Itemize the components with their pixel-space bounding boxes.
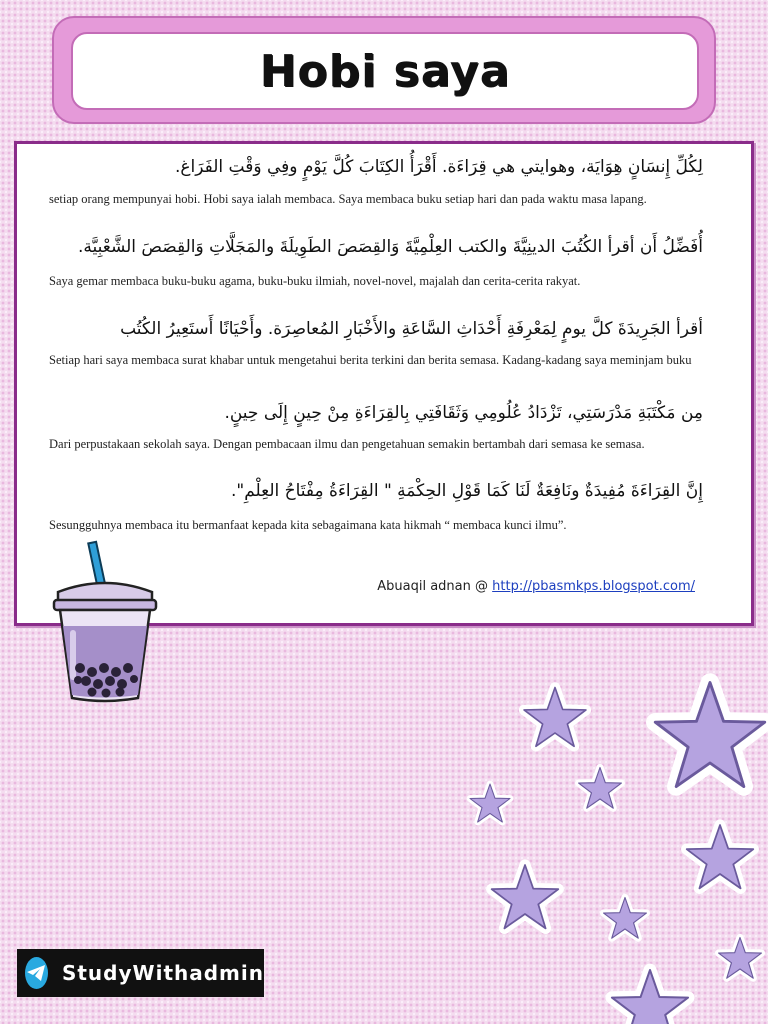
malay-translation-4: Dari perpustakaan sekolah saya. Dengan pembacaan ilmu dan pengetahuan semakin bertambah dari semasa ke semasa. — [49, 437, 645, 451]
stars-decoration — [440, 660, 768, 1024]
badge-label: StudyWithadmin — [61, 961, 264, 985]
malay-translation-3: Setiap hari saya membaca surat khabar untuk mengetahui berita terkini dan berita semasa. Kadang-kadang saya meminjam buku — [49, 353, 692, 367]
title-box — [71, 32, 699, 110]
page-title: Hobi saya — [259, 45, 511, 97]
studywithadmin-badge[interactable] — [17, 949, 264, 997]
credit-line — [377, 579, 695, 594]
malay-translation-1: setiap orang mempunyai hobi. Hobi saya ialah membaca. Saya membaca buku setiap hari dan pada waktu masa lapang. — [49, 192, 647, 206]
telegram-icon — [25, 957, 48, 989]
malay-translation-5: Sesungguhnya membaca itu bermanfaat kepada kita sebagaimana kata hikmah “ membaca kunci ilmu”. — [49, 518, 567, 532]
arabic-line-2: أُفَضِّلُ أَن أقرأ الكُتُبَ الدينِيَّةَ والكتب العِلْمِيَّةَ وَالقِصَصَ الطَوِيلَةَ والمَجَلَّاتِ وَالقِصَصَ الشَّعْبِيَّة. — [77, 237, 703, 257]
malay-translation-2: Saya gemar membaca buku-buku agama, buku-buku ilmiah, novel-novel, majalah dan cerita-cerita rakyat. — [49, 274, 581, 288]
arabic-line-5: إِنَّ القِرَاءَةَ مُفِيدَةٌ ونَافِعَةٌ لَنَا كَمَا قَوْلِ الحِكْمَةِ " القِرَاءَةُ مِفْتَاحُ العِلْمِ". — [230, 481, 703, 501]
credit-author: Abuaqil adnan @ — [377, 579, 489, 594]
title-banner — [52, 16, 716, 124]
blog-link[interactable]: http://pbasmkps.blogspot.com/ — [492, 579, 695, 594]
arabic-line-3: أقرأ الجَرِيدَةَ كلَّ يومٍ لِمَعْرِفَةِ أَحْدَاثِ السَّاعَةِ والأَخْبَارِ المُعاصِرَة. وأَحْيَانًا أَستَعِيرُ الكُتُب — [120, 319, 703, 339]
boba-cup-illustration — [50, 540, 160, 705]
arabic-line-4: مِن مَكْتَبَةِ مَدْرَسَتِي، تَزْدَادُ عُلُومِي وَثَقَافَتِي بِالقِرَاءَةِ مِنْ حِينٍ إِلَى حِينٍ. — [224, 403, 703, 423]
arabic-line-1: لِكُلِّ إِنسَانٍ هِوَايَة، وهوايتي هي قِرَاءَة. أَقْرَأُ الكِتَابَ كُلَّ يَوْمٍ وفِي وَقْتِ الفَرَاغ. — [174, 157, 703, 177]
